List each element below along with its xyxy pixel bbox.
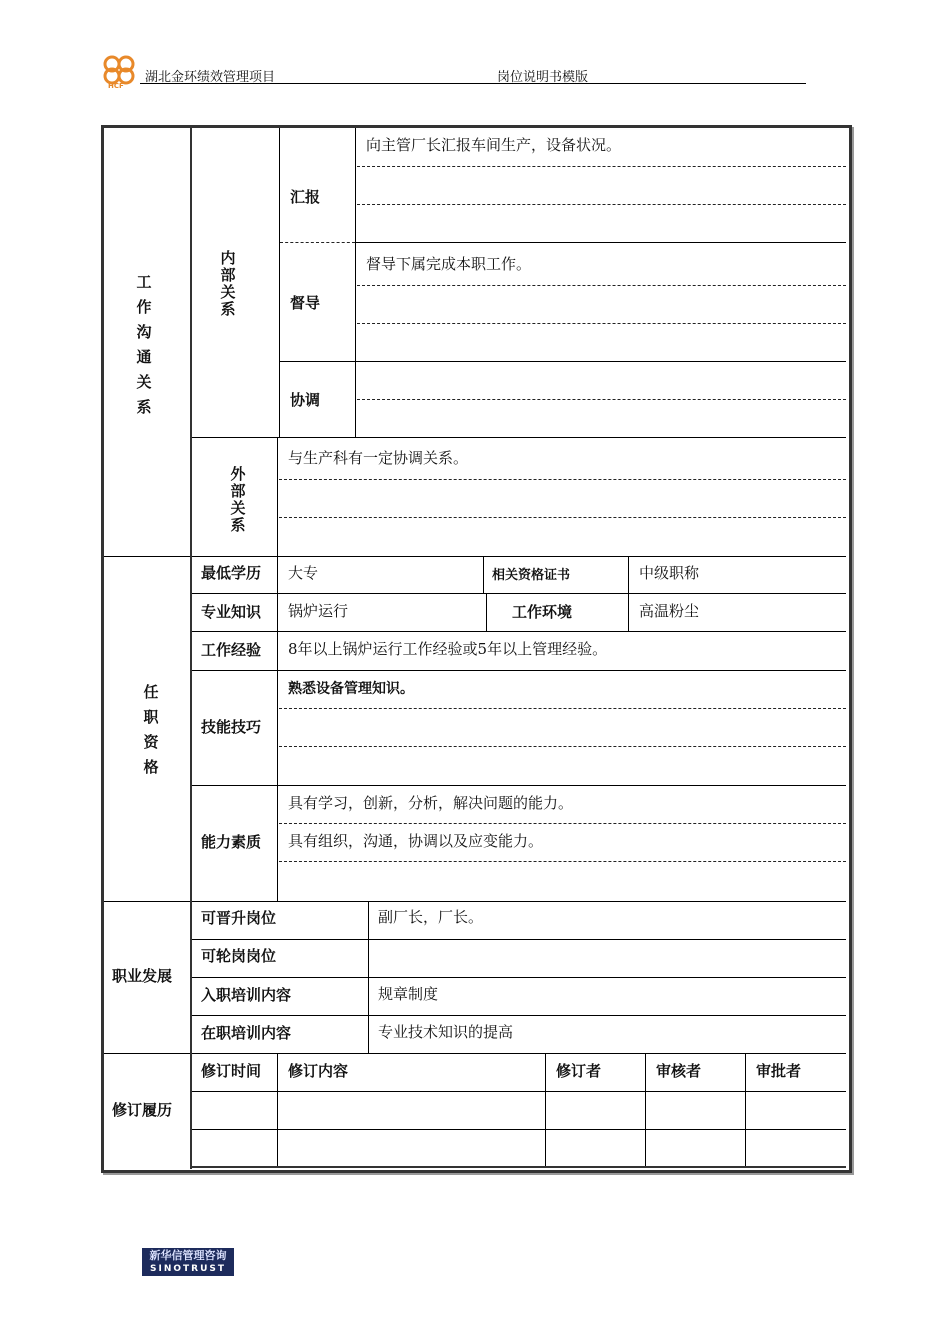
career-section-label: 职业发展 bbox=[112, 967, 173, 985]
revision-column-reviser: 修订者 bbox=[556, 1062, 602, 1080]
certificate-value: 中级职称 bbox=[639, 564, 700, 582]
knowledge-value: 锅炉运行 bbox=[288, 602, 349, 620]
external-text: 与生产科有一定协调关系。 bbox=[288, 449, 469, 467]
sinotrust-logo-en: SINOTRUST bbox=[149, 1264, 226, 1274]
sinotrust-logo-cn: 新华信管理咨询 bbox=[149, 1249, 227, 1262]
sinotrust-logo bbox=[142, 1248, 234, 1276]
communication-section-label: 工作沟通关系 bbox=[136, 273, 152, 416]
supervise-label: 督导 bbox=[290, 294, 321, 312]
revision-column-approver: 审批者 bbox=[756, 1062, 802, 1080]
experience-value: 8年以上锅炉运行工作经验或5年以上管理经验。 bbox=[288, 640, 608, 658]
hcf-logo-text: HCF bbox=[108, 82, 124, 90]
external-relations-label: 外部关系 bbox=[230, 465, 246, 534]
revision-column-content: 修订内容 bbox=[288, 1062, 349, 1080]
induction-training-label: 入职培训内容 bbox=[201, 986, 292, 1004]
onjob-training-value: 专业技术知识的提高 bbox=[378, 1023, 514, 1041]
coordinate-label: 协调 bbox=[290, 391, 321, 409]
skills-value: 熟悉设备管理知识。 bbox=[288, 681, 414, 697]
revision-column-reviewer: 审核者 bbox=[656, 1062, 702, 1080]
ability-line-1: 具有学习，创新，分析，解决问题的能力。 bbox=[288, 794, 574, 812]
header-rule bbox=[140, 83, 806, 84]
internal-relations-label: 内部关系 bbox=[220, 249, 236, 318]
experience-label: 工作经验 bbox=[201, 641, 262, 659]
onjob-training-label: 在职培训内容 bbox=[201, 1024, 292, 1042]
hcf-logo bbox=[100, 54, 138, 90]
education-label: 最低学历 bbox=[201, 564, 262, 582]
qualification-section-label: 任职资格 bbox=[143, 683, 159, 776]
rotation-label: 可轮岗岗位 bbox=[201, 947, 277, 965]
induction-training-value: 规章制度 bbox=[378, 985, 439, 1003]
promotion-label: 可晋升岗位 bbox=[201, 909, 277, 927]
revision-section-label: 修订履历 bbox=[112, 1101, 173, 1119]
ability-line-2: 具有组织，沟通，协调以及应变能力。 bbox=[288, 832, 544, 850]
promotion-value: 副厂长，厂长。 bbox=[378, 908, 484, 926]
environment-label: 工作环境 bbox=[512, 603, 573, 621]
ability-label: 能力素质 bbox=[201, 833, 262, 851]
report-text: 向主管厂长汇报车间生产，设备状况。 bbox=[366, 136, 622, 154]
certificate-label: 相关资格证书 bbox=[492, 568, 571, 583]
header-doc-type: 岗位说明书模版 bbox=[497, 70, 589, 85]
supervise-text: 督导下属完成本职工作。 bbox=[366, 255, 532, 273]
header-project: 湖北金环绩效管理项目 bbox=[145, 70, 276, 85]
revision-column-time: 修订时间 bbox=[201, 1062, 262, 1080]
report-label: 汇报 bbox=[290, 188, 321, 206]
knowledge-label: 专业知识 bbox=[201, 603, 262, 621]
education-value: 大专 bbox=[288, 564, 319, 582]
environment-value: 高温粉尘 bbox=[639, 602, 700, 620]
skills-label: 技能技巧 bbox=[201, 718, 262, 736]
